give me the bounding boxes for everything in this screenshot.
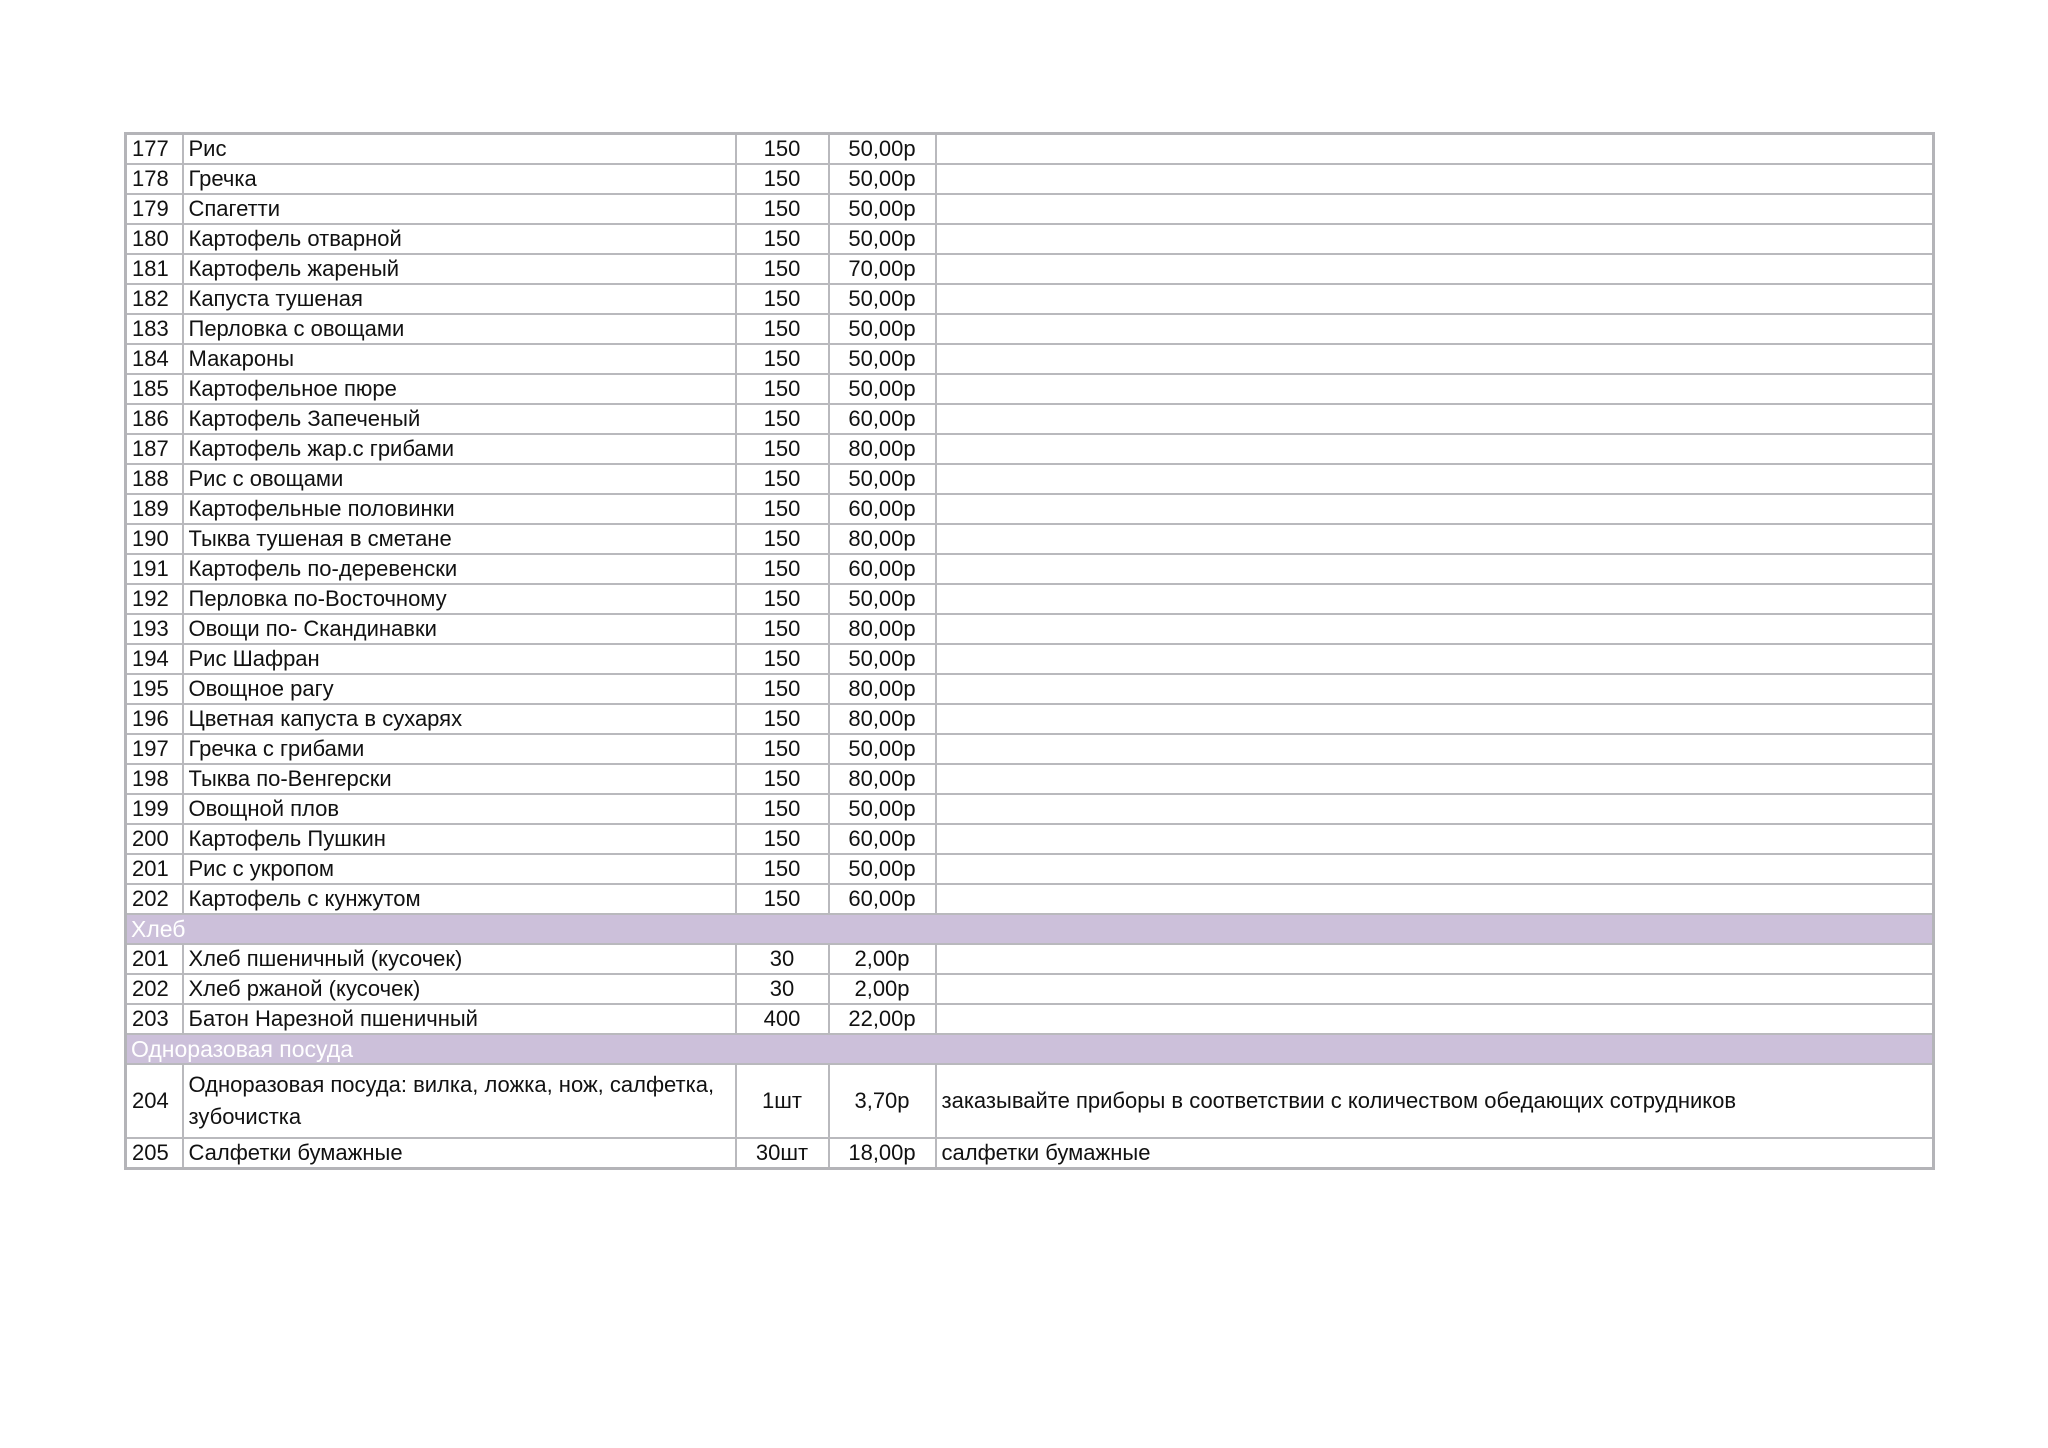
table-row [126,464,1934,494]
item-number-cell: 195 [126,674,183,704]
item-weight-cell: 150 [736,494,829,524]
item-note-cell [936,344,1934,374]
item-price-cell: 80,00р [829,614,936,644]
item-price-cell: 60,00р [829,404,936,434]
item-weight-cell: 150 [736,524,829,554]
item-note-cell [936,134,1934,165]
item-number-cell: 189 [126,494,183,524]
item-name-cell: Перловка с овощами [183,314,736,344]
item-price-cell: 50,00р [829,194,936,224]
table-row [126,854,1934,884]
item-number-cell: 202 [126,884,183,914]
item-price-cell: 60,00р [829,554,936,584]
item-price-cell: 80,00р [829,524,936,554]
item-weight-cell: 150 [736,764,829,794]
item-weight-cell: 150 [736,614,829,644]
item-note-cell [936,764,1934,794]
item-weight-cell: 1шт [736,1064,829,1138]
item-price-cell: 50,00р [829,734,936,764]
item-number-cell: 204 [126,1064,183,1138]
table-row [126,164,1934,194]
item-number-cell: 187 [126,434,183,464]
item-name-cell: Хлеб пшеничный (кусочек) [183,944,736,974]
item-note-cell [936,464,1934,494]
item-number-cell: 196 [126,704,183,734]
table-row [126,344,1934,374]
item-number-cell: 178 [126,164,183,194]
table-row [126,644,1934,674]
table-row [126,374,1934,404]
item-name-cell: Картофель с кунжутом [183,884,736,914]
item-note-cell [936,884,1934,914]
table-row [126,884,1934,914]
item-name-cell: Картофельные половинки [183,494,736,524]
item-name-cell: Гречка [183,164,736,194]
item-note-cell [936,614,1934,644]
item-number-cell: 184 [126,344,183,374]
item-note-cell [936,404,1934,434]
item-note-cell [936,704,1934,734]
item-weight-cell: 150 [736,554,829,584]
item-name-cell: Овощное рагу [183,674,736,704]
item-name-cell: Картофель по-деревенски [183,554,736,584]
item-note-cell [936,434,1934,464]
item-note-cell [936,284,1934,314]
item-note-cell [936,194,1934,224]
item-price-cell: 50,00р [829,284,936,314]
item-price-cell: 3,70р [829,1064,936,1138]
item-number-cell: 198 [126,764,183,794]
item-price-cell: 80,00р [829,764,936,794]
item-price-cell: 50,00р [829,584,936,614]
table-row [126,254,1934,284]
item-name-cell: Картофельное пюре [183,374,736,404]
item-name-cell: Цветная капуста в сухарях [183,704,736,734]
item-number-cell: 202 [126,974,183,1004]
table-row [126,224,1934,254]
item-number-cell: 200 [126,824,183,854]
item-weight-cell: 30 [736,944,829,974]
item-weight-cell: 150 [736,254,829,284]
item-note-cell [936,374,1934,404]
item-name-cell: Рис [183,134,736,165]
table-row [126,1064,1934,1138]
table-row [126,584,1934,614]
item-note-cell [936,644,1934,674]
item-note-cell [936,554,1934,584]
table-row [126,824,1934,854]
item-weight-cell: 150 [736,584,829,614]
item-price-cell: 2,00р [829,944,936,974]
item-name-cell: Батон Нарезной пшеничный [183,1004,736,1034]
table-row [126,134,1934,165]
item-number-cell: 183 [126,314,183,344]
item-price-cell: 50,00р [829,794,936,824]
item-name-cell: Рис с овощами [183,464,736,494]
item-number-cell: 185 [126,374,183,404]
item-name-cell: Картофель жар.с грибами [183,434,736,464]
item-weight-cell: 150 [736,674,829,704]
item-price-cell: 18,00р [829,1138,936,1169]
item-name-cell: Одноразовая посуда: вилка, ложка, нож, салфетка, зубочистка [183,1064,736,1138]
table-row [126,524,1934,554]
item-number-cell: 194 [126,644,183,674]
item-price-cell: 2,00р [829,974,936,1004]
item-weight-cell: 150 [736,164,829,194]
item-name-cell: Спагетти [183,194,736,224]
table-row [126,704,1934,734]
item-number-cell: 203 [126,1004,183,1034]
item-number-cell: 191 [126,554,183,584]
table-row [126,314,1934,344]
item-price-cell: 50,00р [829,314,936,344]
menu-price-table [124,132,1935,1170]
item-weight-cell: 150 [736,884,829,914]
table-row [126,194,1934,224]
item-number-cell: 197 [126,734,183,764]
item-note-cell [936,224,1934,254]
item-name-cell: Рис Шафран [183,644,736,674]
table-row [126,1138,1934,1169]
item-price-cell: 50,00р [829,374,936,404]
section-header-row [126,1034,1934,1064]
item-note-cell [936,494,1934,524]
item-weight-cell: 150 [736,854,829,884]
item-weight-cell: 150 [736,224,829,254]
item-note-cell [936,164,1934,194]
item-note-cell [936,524,1934,554]
item-weight-cell: 150 [736,134,829,165]
item-name-cell: Капуста тушеная [183,284,736,314]
item-price-cell: 50,00р [829,464,936,494]
item-price-cell: 60,00р [829,494,936,524]
item-number-cell: 180 [126,224,183,254]
item-price-cell: 80,00р [829,674,936,704]
menu-table-body [126,134,1934,1169]
item-name-cell: Макароны [183,344,736,374]
item-number-cell: 181 [126,254,183,284]
item-price-cell: 50,00р [829,164,936,194]
item-weight-cell: 150 [736,374,829,404]
item-name-cell: Салфетки бумажные [183,1138,736,1169]
item-name-cell: Картофель отварной [183,224,736,254]
table-row [126,794,1934,824]
item-name-cell: Овощи по- Скандинавки [183,614,736,644]
item-weight-cell: 150 [736,314,829,344]
item-weight-cell: 150 [736,434,829,464]
item-name-cell: Тыква по-Венгерски [183,764,736,794]
item-weight-cell: 30 [736,974,829,1004]
item-weight-cell: 150 [736,194,829,224]
item-name-cell: Картофель Пушкин [183,824,736,854]
item-note-cell [936,944,1934,974]
table-row [126,974,1934,1004]
item-number-cell: 186 [126,404,183,434]
item-note-cell [936,734,1934,764]
table-row [126,734,1934,764]
item-name-cell: Картофель жареный [183,254,736,284]
item-number-cell: 190 [126,524,183,554]
item-price-cell: 60,00р [829,824,936,854]
item-note-cell [936,824,1934,854]
item-note-cell: заказывайте приборы в соответствии с количеством обедающих сотрудников [936,1064,1934,1138]
item-weight-cell: 150 [736,704,829,734]
item-weight-cell: 150 [736,404,829,434]
item-weight-cell: 150 [736,734,829,764]
item-price-cell: 80,00р [829,434,936,464]
item-number-cell: 192 [126,584,183,614]
item-name-cell: Гречка с грибами [183,734,736,764]
item-number-cell: 182 [126,284,183,314]
item-note-cell [936,854,1934,884]
item-name-cell: Рис с укропом [183,854,736,884]
item-weight-cell: 150 [736,824,829,854]
item-note-cell [936,584,1934,614]
item-price-cell: 50,00р [829,644,936,674]
section-title: Хлеб [126,914,1934,944]
item-weight-cell: 150 [736,344,829,374]
item-price-cell: 50,00р [829,134,936,165]
item-price-cell: 50,00р [829,224,936,254]
item-price-cell: 50,00р [829,854,936,884]
item-note-cell: салфетки бумажные [936,1138,1934,1169]
table-row [126,614,1934,644]
item-number-cell: 188 [126,464,183,494]
item-price-cell: 70,00р [829,254,936,284]
section-header-row [126,914,1934,944]
item-note-cell [936,794,1934,824]
item-number-cell: 201 [126,944,183,974]
item-name-cell: Перловка по-Восточному [183,584,736,614]
item-note-cell [936,254,1934,284]
item-weight-cell: 150 [736,284,829,314]
item-weight-cell: 150 [736,464,829,494]
table-row [126,434,1934,464]
table-row [126,944,1934,974]
table-row [126,554,1934,584]
item-price-cell: 22,00р [829,1004,936,1034]
table-row [126,674,1934,704]
item-note-cell [936,974,1934,1004]
item-name-cell: Овощной плов [183,794,736,824]
table-row [126,764,1934,794]
item-number-cell: 193 [126,614,183,644]
section-title: Одноразовая посуда [126,1034,1934,1064]
table-row [126,404,1934,434]
item-name-cell: Хлеб ржаной (кусочек) [183,974,736,1004]
item-weight-cell: 150 [736,644,829,674]
item-note-cell [936,674,1934,704]
table-row [126,494,1934,524]
item-price-cell: 60,00р [829,884,936,914]
item-number-cell: 199 [126,794,183,824]
item-note-cell [936,1004,1934,1034]
item-number-cell: 201 [126,854,183,884]
item-number-cell: 177 [126,134,183,165]
table-row [126,1004,1934,1034]
item-price-cell: 80,00р [829,704,936,734]
item-weight-cell: 400 [736,1004,829,1034]
item-number-cell: 179 [126,194,183,224]
item-name-cell: Тыква тушеная в сметане [183,524,736,554]
item-weight-cell: 150 [736,794,829,824]
item-name-cell: Картофель Запеченый [183,404,736,434]
item-price-cell: 50,00р [829,344,936,374]
item-weight-cell: 30шт [736,1138,829,1169]
item-note-cell [936,314,1934,344]
item-number-cell: 205 [126,1138,183,1169]
table-row [126,284,1934,314]
